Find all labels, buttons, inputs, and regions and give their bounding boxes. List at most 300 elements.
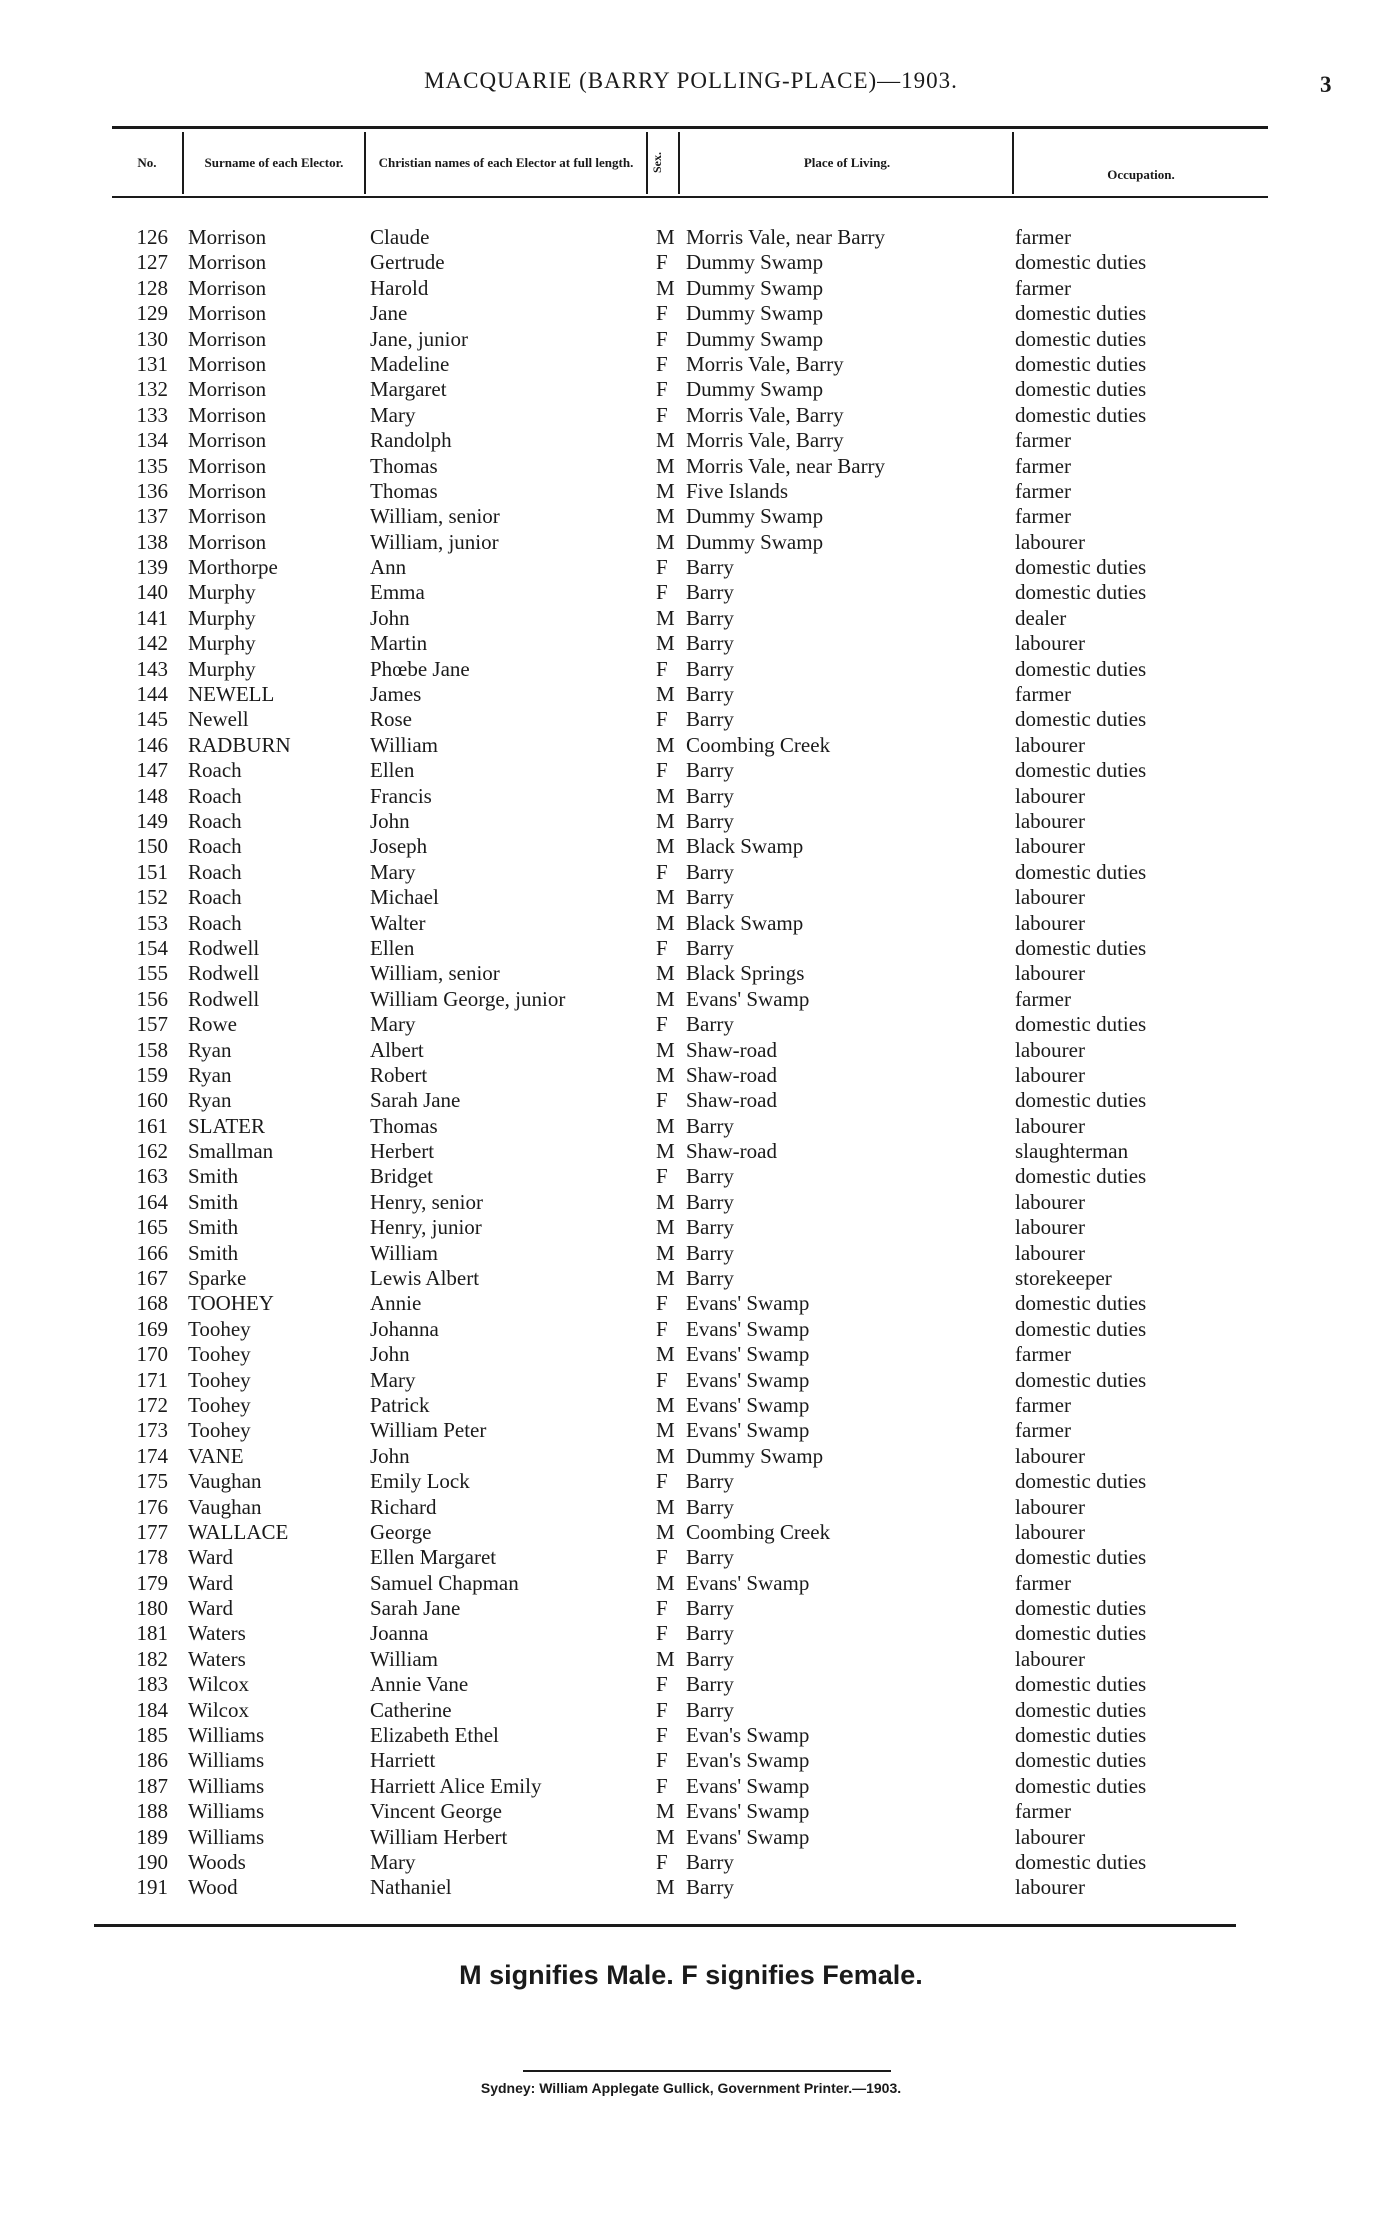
elector-christian-names: William George, junior (370, 986, 566, 1011)
elector-occupation: farmer (1015, 1392, 1071, 1417)
table-row (0, 1190, 1382, 1215)
elector-christian-names: Elizabeth Ethel (370, 1723, 499, 1748)
elector-christian-names: William, junior (370, 529, 499, 554)
elector-sex: F (656, 1291, 668, 1316)
elector-surname: Morrison (188, 478, 267, 503)
table-row (0, 1748, 1382, 1773)
column-header-sex: Sex. (650, 152, 664, 174)
elector-sex: M (656, 834, 675, 859)
elector-christian-names: Randolph (370, 428, 452, 453)
elector-christian-names: Nathaniel (370, 1875, 452, 1900)
table-row (0, 682, 1382, 707)
elector-occupation: domestic duties (1015, 1469, 1147, 1494)
elector-occupation: farmer (1015, 1799, 1071, 1824)
elector-number: 173 (136, 1418, 168, 1443)
elector-place-of-living: Morris Vale, near Barry (686, 453, 886, 478)
elector-occupation: labourer (1015, 808, 1085, 833)
elector-christian-names: Joseph (370, 834, 428, 859)
elector-occupation: domestic duties (1015, 1596, 1147, 1621)
table-row (0, 1621, 1382, 1646)
elector-christian-names: Mary (370, 1850, 416, 1874)
elector-place-of-living: Evans' Swamp (686, 1316, 810, 1341)
elector-christian-names: Ann (370, 555, 407, 580)
elector-sex: M (656, 1342, 675, 1367)
elector-number: 185 (136, 1723, 168, 1748)
elector-surname: Vaughan (188, 1494, 262, 1519)
elector-place-of-living: Barry (686, 1189, 734, 1214)
elector-surname: Toohey (188, 1418, 251, 1443)
elector-sex: F (656, 1164, 668, 1189)
elector-christian-names: William, senior (370, 961, 500, 986)
table-row (0, 961, 1382, 986)
elector-christian-names: Mary (370, 1367, 416, 1392)
elector-sex: M (656, 1418, 675, 1443)
elector-place-of-living: Barry (686, 1621, 734, 1646)
elector-occupation: farmer (1015, 504, 1071, 529)
elector-christian-names: Vincent George (370, 1799, 502, 1824)
elector-number: 129 (136, 301, 168, 326)
elector-place-of-living: Dummy Swamp (686, 504, 824, 529)
elector-surname: Ryan (188, 1062, 232, 1087)
table-row (0, 1012, 1382, 1037)
elector-number: 175 (136, 1469, 168, 1494)
elector-sex: M (656, 682, 675, 707)
elector-christian-names: James (370, 682, 422, 707)
elector-christian-names: Emma (370, 580, 425, 605)
table-row (0, 1164, 1382, 1189)
elector-occupation: labourer (1015, 1443, 1085, 1468)
elector-occupation: labourer (1015, 1519, 1085, 1544)
elector-number: 163 (136, 1164, 168, 1189)
elector-occupation: domestic duties (1015, 1723, 1147, 1748)
elector-number: 127 (136, 250, 168, 275)
elector-place-of-living: Barry (686, 1850, 734, 1874)
elector-sex: F (656, 351, 668, 376)
elector-number: 135 (136, 453, 168, 478)
elector-sex: M (656, 1215, 675, 1240)
elector-place-of-living: Evans' Swamp (686, 1799, 810, 1824)
table-row (0, 504, 1382, 529)
elector-sex: F (656, 250, 668, 275)
elector-occupation: farmer (1015, 986, 1071, 1011)
elector-place-of-living: Evans' Swamp (686, 1824, 810, 1849)
elector-surname: Smith (188, 1189, 239, 1214)
elector-occupation: domestic duties (1015, 351, 1147, 376)
elector-place-of-living: Barry (686, 555, 734, 580)
elector-occupation: domestic duties (1015, 1545, 1147, 1570)
table-row (0, 327, 1382, 352)
elector-place-of-living: Evan's Swamp (686, 1748, 810, 1773)
elector-occupation: farmer (1015, 453, 1071, 478)
elector-place-of-living: Dummy Swamp (686, 326, 824, 351)
elector-number: 186 (136, 1748, 168, 1773)
elector-number: 128 (136, 275, 168, 300)
elector-place-of-living: Barry (686, 1012, 734, 1037)
elector-place-of-living: Barry (686, 1494, 734, 1519)
elector-sex: M (656, 1113, 675, 1138)
elector-occupation: domestic duties (1015, 1367, 1147, 1392)
elector-sex: F (656, 656, 668, 681)
elector-christian-names: Thomas (370, 478, 438, 503)
elector-christian-names: Sarah Jane (370, 1596, 461, 1621)
elector-sex: M (656, 1189, 675, 1214)
table-row (0, 1850, 1382, 1875)
table-row (0, 707, 1382, 732)
elector-christian-names: Herbert (370, 1139, 435, 1164)
elector-number: 150 (136, 834, 168, 859)
elector-number: 160 (136, 1088, 168, 1113)
elector-surname: Murphy (188, 656, 256, 681)
table-row (0, 1545, 1382, 1570)
elector-number: 178 (136, 1545, 168, 1570)
elector-sex: M (656, 1824, 675, 1849)
elector-occupation: labourer (1015, 834, 1085, 859)
elector-sex: M (656, 1443, 675, 1468)
elector-place-of-living: Five Islands (686, 478, 789, 503)
elector-place-of-living: Evans' Swamp (686, 1342, 810, 1367)
elector-occupation: labourer (1015, 631, 1085, 656)
elector-sex: M (656, 428, 675, 453)
elector-place-of-living: Morris Vale, near Barry (686, 225, 886, 249)
elector-surname: Sparke (188, 1266, 247, 1291)
elector-sex: M (656, 275, 675, 300)
table-row (0, 1444, 1382, 1469)
table-row (0, 530, 1382, 555)
elector-number: 134 (136, 428, 168, 453)
elector-occupation: domestic duties (1015, 859, 1147, 884)
elector-number: 182 (136, 1646, 168, 1671)
elector-occupation: labourer (1015, 1494, 1085, 1519)
elector-number: 147 (136, 758, 168, 783)
elector-surname: Smallman (188, 1139, 274, 1164)
elector-occupation: labourer (1015, 529, 1085, 554)
table-row (0, 301, 1382, 326)
elector-sex: M (656, 986, 675, 1011)
elector-surname: Morrison (188, 326, 267, 351)
elector-occupation: labourer (1015, 1062, 1085, 1087)
elector-surname: Rowe (188, 1012, 237, 1037)
column-header-christian-names: Christian names of each Elector at full length. (378, 155, 634, 170)
elector-occupation: domestic duties (1015, 1088, 1147, 1113)
elector-surname: Roach (188, 783, 242, 808)
elector-number: 164 (136, 1189, 168, 1214)
elector-sex: M (656, 1392, 675, 1417)
elector-number: 157 (136, 1012, 168, 1037)
elector-number: 154 (136, 935, 168, 960)
elector-occupation: labourer (1015, 1824, 1085, 1849)
elector-place-of-living: Morris Vale, Barry (686, 402, 844, 427)
elector-christian-names: Thomas (370, 1113, 438, 1138)
elector-place-of-living: Dummy Swamp (686, 301, 824, 326)
elector-christian-names: Ellen Margaret (370, 1545, 497, 1570)
elector-number: 167 (136, 1266, 168, 1291)
elector-place-of-living: Barry (686, 1164, 734, 1189)
table-row (0, 479, 1382, 504)
elector-occupation: labourer (1015, 1215, 1085, 1240)
elector-number: 144 (136, 682, 168, 707)
elector-place-of-living: Evans' Swamp (686, 1291, 810, 1316)
elector-number: 166 (136, 1240, 168, 1265)
elector-number: 141 (136, 605, 168, 630)
elector-place-of-living: Barry (686, 656, 734, 681)
elector-christian-names: Ellen (370, 935, 415, 960)
elector-sex: F (656, 1621, 668, 1646)
table-row (0, 1393, 1382, 1418)
elector-surname: Smith (188, 1215, 239, 1240)
table-row (0, 936, 1382, 961)
elector-number: 153 (136, 910, 168, 935)
elector-surname: Morrison (188, 428, 267, 453)
elector-christian-names: Catherine (370, 1697, 452, 1722)
elector-occupation: farmer (1015, 478, 1071, 503)
table-row (0, 1266, 1382, 1291)
elector-sex: M (656, 478, 675, 503)
elector-occupation: domestic duties (1015, 1316, 1147, 1341)
elector-sex: M (656, 1875, 675, 1900)
elector-surname: Morrison (188, 275, 267, 300)
elector-number: 177 (136, 1519, 168, 1544)
elector-place-of-living: Evan's Swamp (686, 1723, 810, 1748)
column-divider (182, 132, 184, 194)
elector-christian-names: William Peter (370, 1418, 487, 1443)
elector-christian-names: William (370, 732, 438, 757)
table-row (0, 377, 1382, 402)
elector-occupation: domestic duties (1015, 1748, 1147, 1773)
elector-surname: Wilcox (188, 1697, 249, 1722)
elector-occupation: domestic duties (1015, 1672, 1147, 1697)
elector-place-of-living: Barry (686, 859, 734, 884)
elector-surname: Murphy (188, 631, 256, 656)
elector-sex: M (656, 783, 675, 808)
table-row (0, 733, 1382, 758)
elector-surname: Rodwell (188, 961, 260, 986)
elector-sex: M (656, 1570, 675, 1595)
elector-surname: Wood (188, 1875, 238, 1900)
elector-sex: M (656, 1494, 675, 1519)
column-divider (364, 132, 366, 194)
elector-christian-names: Mary (370, 1012, 416, 1037)
elector-christian-names: Lewis Albert (370, 1266, 480, 1291)
elector-surname: Williams (188, 1799, 265, 1824)
elector-occupation: labourer (1015, 783, 1085, 808)
table-row (0, 1241, 1382, 1266)
elector-surname: Morrison (188, 351, 267, 376)
elector-place-of-living: Evans' Swamp (686, 1392, 810, 1417)
column-header-surname: Surname of each Elector. (204, 155, 344, 170)
elector-christian-names: Sarah Jane (370, 1088, 461, 1113)
elector-surname: Roach (188, 885, 242, 910)
elector-christian-names: Thomas (370, 453, 438, 478)
elector-christian-names: Madeline (370, 351, 450, 376)
elector-occupation: farmer (1015, 1342, 1071, 1367)
elector-place-of-living: Barry (686, 1672, 734, 1697)
elector-christian-names: John (370, 1443, 410, 1468)
elector-occupation: labourer (1015, 1646, 1085, 1671)
elector-sex: M (656, 504, 675, 529)
elector-sex: F (656, 580, 668, 605)
table-row (0, 606, 1382, 631)
elector-christian-names: Mary (370, 859, 416, 884)
elector-christian-names: John (370, 605, 410, 630)
elector-place-of-living: Dummy Swamp (686, 1443, 824, 1468)
elector-place-of-living: Barry (686, 1875, 734, 1900)
table-row (0, 1723, 1382, 1748)
elector-occupation: domestic duties (1015, 250, 1147, 275)
elector-sex: M (656, 1037, 675, 1062)
column-divider (646, 132, 648, 194)
elector-occupation: domestic duties (1015, 1773, 1147, 1798)
table-row (0, 1571, 1382, 1596)
table-row (0, 555, 1382, 580)
elector-place-of-living: Black Swamp (686, 910, 804, 935)
elector-occupation: labourer (1015, 1875, 1085, 1900)
elector-occupation: farmer (1015, 225, 1071, 249)
elector-number: 187 (136, 1773, 168, 1798)
elector-place-of-living: Barry (686, 1266, 734, 1291)
elector-place-of-living: Coombing Creek (686, 1519, 831, 1544)
elector-christian-names: Francis (370, 783, 432, 808)
elector-place-of-living: Dummy Swamp (686, 529, 824, 554)
elector-christian-names: Walter (370, 910, 426, 935)
elector-christian-names: William, senior (370, 504, 500, 529)
elector-number: 180 (136, 1596, 168, 1621)
elector-christian-names: William (370, 1646, 438, 1671)
elector-surname: Toohey (188, 1392, 251, 1417)
table-row (0, 1215, 1382, 1240)
column-header-occupation: Occupation. (1107, 167, 1175, 182)
elector-surname: Ward (188, 1596, 233, 1621)
elector-place-of-living: Evans' Swamp (686, 1367, 810, 1392)
elector-surname: Roach (188, 910, 242, 935)
elector-sex: F (656, 301, 668, 326)
elector-occupation: labourer (1015, 1113, 1085, 1138)
elector-number: 132 (136, 377, 168, 402)
elector-place-of-living: Evans' Swamp (686, 1773, 810, 1798)
elector-surname: Smith (188, 1240, 239, 1265)
elector-sex: F (656, 377, 668, 402)
sex-legend: M signifies Male. F signifies Female. (459, 1960, 923, 1990)
elector-number: 165 (136, 1215, 168, 1240)
elector-place-of-living: Shaw-road (686, 1088, 777, 1113)
elector-christian-names: Margaret (370, 377, 447, 402)
table-row (0, 631, 1382, 656)
elector-occupation: domestic duties (1015, 301, 1147, 326)
elector-sex: F (656, 402, 668, 427)
table-row (0, 250, 1382, 275)
table-row (0, 1520, 1382, 1545)
elector-christian-names: Richard (370, 1494, 437, 1519)
elector-surname: Morrison (188, 504, 267, 529)
elector-sex: M (656, 1519, 675, 1544)
elector-sex: M (656, 910, 675, 935)
table-row (0, 1799, 1382, 1824)
elector-sex: F (656, 1545, 668, 1570)
elector-sex: M (656, 808, 675, 833)
elector-surname: Ward (188, 1570, 233, 1595)
elector-christian-names: Mary (370, 402, 416, 427)
elector-number: 151 (136, 859, 168, 884)
elector-occupation: domestic duties (1015, 758, 1147, 783)
elector-christian-names: Albert (370, 1037, 424, 1062)
elector-number: 137 (136, 504, 168, 529)
elector-sex: F (656, 1748, 668, 1773)
table-row (0, 1368, 1382, 1393)
elector-sex: F (656, 1469, 668, 1494)
elector-surname: Morrison (188, 377, 267, 402)
table-row (0, 809, 1382, 834)
elector-place-of-living: Dummy Swamp (686, 250, 824, 275)
elector-place-of-living: Barry (686, 758, 734, 783)
elector-number: 183 (136, 1672, 168, 1697)
elector-place-of-living: Barry (686, 1113, 734, 1138)
elector-occupation: farmer (1015, 428, 1071, 453)
column-divider (1012, 132, 1014, 194)
elector-place-of-living: Barry (686, 605, 734, 630)
table-row (0, 657, 1382, 682)
elector-number: 158 (136, 1037, 168, 1062)
elector-christian-names: Rose (370, 707, 412, 732)
elector-place-of-living: Morris Vale, Barry (686, 351, 844, 376)
elector-place-of-living: Barry (686, 808, 734, 833)
elector-sex: F (656, 707, 668, 732)
table-bottom-rule (94, 1924, 1236, 1927)
table-row (0, 1647, 1382, 1672)
elector-place-of-living: Evans' Swamp (686, 1418, 810, 1443)
elector-sex: M (656, 885, 675, 910)
elector-sex: F (656, 758, 668, 783)
page-number: 3 (1320, 72, 1332, 97)
table-row (0, 1418, 1382, 1443)
elector-christian-names: William Herbert (370, 1824, 508, 1849)
elector-sex: M (656, 1646, 675, 1671)
elector-surname: Vaughan (188, 1469, 262, 1494)
elector-place-of-living: Barry (686, 1469, 734, 1494)
elector-sex: M (656, 732, 675, 757)
elector-place-of-living: Shaw-road (686, 1037, 777, 1062)
elector-surname: Ryan (188, 1088, 232, 1113)
table-row (0, 1139, 1382, 1164)
elector-number: 138 (136, 529, 168, 554)
elector-christian-names: Johanna (370, 1316, 439, 1341)
elector-number: 149 (136, 808, 168, 833)
elector-number: 139 (136, 555, 168, 580)
table-row (0, 1038, 1382, 1063)
table-row (0, 1672, 1382, 1697)
table-row (0, 1063, 1382, 1088)
elector-occupation: domestic duties (1015, 326, 1147, 351)
elector-surname: Waters (188, 1621, 246, 1646)
elector-sex: F (656, 1697, 668, 1722)
elector-surname: Rodwell (188, 935, 260, 960)
elector-christian-names: Emily Lock (370, 1469, 470, 1494)
table-row (0, 580, 1382, 605)
elector-christian-names: Robert (370, 1062, 428, 1087)
elector-surname: NEWELL (188, 682, 275, 707)
elector-occupation: domestic duties (1015, 1291, 1147, 1316)
elector-sex: F (656, 1773, 668, 1798)
printer-imprint: Sydney: William Applegate Gullick, Government Printer.—1903. (480, 2080, 902, 2096)
elector-occupation: domestic duties (1015, 1164, 1147, 1189)
elector-number: 174 (136, 1443, 168, 1468)
table-row (0, 784, 1382, 809)
elector-surname: Morrison (188, 453, 267, 478)
elector-surname: Woods (188, 1850, 246, 1874)
elector-number: 190 (136, 1850, 168, 1874)
table-row (0, 987, 1382, 1012)
elector-place-of-living: Barry (686, 682, 734, 707)
elector-number: 140 (136, 580, 168, 605)
elector-surname: Williams (188, 1824, 265, 1849)
